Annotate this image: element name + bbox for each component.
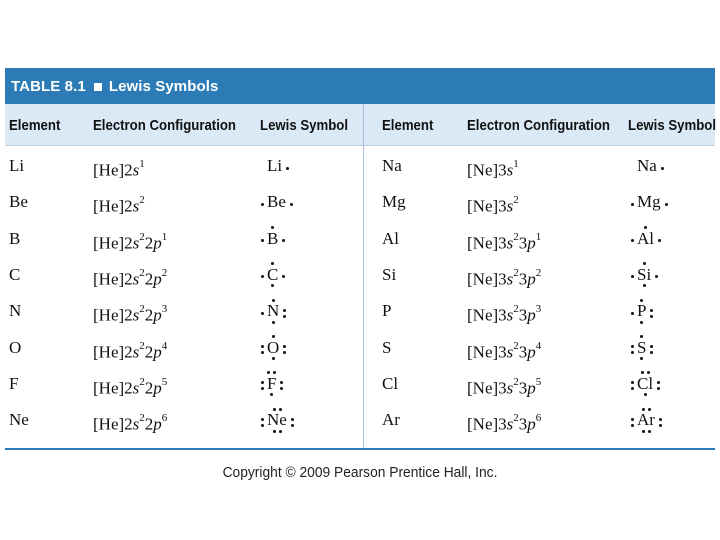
electron-dot [640,321,643,324]
config-electron-count: 2 [161,266,168,279]
lewis-element-symbol: Cl [637,373,654,393]
header-element-left: Element [9,117,61,134]
config-subshell: p [153,233,162,253]
config-shell: 3 [518,305,528,325]
lewis-symbol-glyph [260,338,286,358]
lewis-element-symbol: Ne [267,410,287,430]
config-shell: 2 [144,378,154,398]
lewis-symbol-glyph [630,156,664,176]
electron-dot [261,345,264,348]
electron-dot [650,345,653,348]
lewis-symbol-glyph [630,265,658,285]
config-shell: 3 [498,233,507,253]
electron-configuration [93,338,167,363]
lewis-symbol-glyph [630,301,653,321]
lewis-symbol [260,301,286,321]
lewis-element-symbol: Si [637,264,652,284]
config-core: [He] [93,342,125,362]
config-subshell: s [132,233,140,253]
header-symbol-left: Lewis Symbol [260,117,349,134]
config-core: [He] [93,160,125,180]
electron-dot [661,167,664,170]
electron-dot [261,275,264,278]
config-core: [Ne] [467,342,499,362]
electron-configuration [93,410,167,435]
lewis-symbol-glyph [630,374,660,394]
lewis-symbol-glyph [260,192,293,212]
lewis-symbol [630,410,662,430]
config-shell: 3 [498,160,507,180]
lewis-element-symbol: C [267,264,279,284]
config-electron-count: 6 [535,412,542,425]
lewis-symbol [260,192,293,212]
config-shell: 2 [124,160,133,180]
electron-dot [644,393,647,396]
config-core: [He] [93,378,125,398]
electron-dot [650,309,653,312]
config-shell: 2 [124,342,133,362]
electron-configuration [93,301,167,326]
config-electron-count: 2 [139,266,145,279]
lewis-symbol [630,301,653,321]
table-header [5,104,715,145]
config-electron-count: 2 [513,194,519,207]
lewis-symbol [260,410,294,430]
config-electron-count: 2 [139,230,145,243]
config-shell: 2 [144,342,154,362]
electron-dot [631,418,634,421]
lewis-element-symbol: N [267,301,280,321]
electron-dot [640,299,643,302]
config-electron-count: 4 [535,339,542,352]
element-name: Li [9,156,25,175]
config-electron-count: 3 [161,303,168,316]
config-electron-count: 2 [513,339,519,352]
electron-dot [280,387,283,390]
electron-dot [282,239,285,242]
config-subshell: s [506,342,514,362]
electron-dot [658,239,661,242]
electron-dot [657,381,660,384]
config-electron-count: 2 [513,375,519,388]
config-electron-count: 2 [139,375,145,388]
electron-dot [659,424,662,427]
electron-dot [261,418,264,421]
lewis-symbol-glyph [630,410,662,430]
electron-dot [283,315,286,318]
table-row [5,293,715,329]
header-config-left: Electron Configuration [93,117,236,134]
config-subshell: s [506,233,514,253]
config-core: [Ne] [467,414,499,434]
config-electron-count: 1 [161,230,168,243]
electron-dot [261,203,264,206]
lewis-symbol [260,338,286,358]
electron-dot [648,408,651,411]
config-subshell: s [132,378,140,398]
config-shell: 3 [498,305,507,325]
electron-dot [261,424,264,427]
config-subshell: s [506,378,514,398]
electron-dot [290,203,293,206]
electron-dot [631,387,634,390]
table-number: TABLE 8.1 [11,77,86,95]
electron-dot [261,312,264,315]
config-shell: 3 [498,378,507,398]
element-name: Ar [382,410,400,430]
element-name: Cl [382,373,399,393]
electron-dot [282,275,285,278]
lewis-element-symbol: Ar [637,410,655,430]
electron-dot [640,335,643,338]
config-electron-count: 2 [139,412,145,425]
config-subshell: p [527,269,536,289]
electron-configuration [93,374,167,399]
electron-dot [273,408,276,411]
electron-dot [283,345,286,348]
config-electron-count: 1 [139,158,145,170]
lewis-symbol-glyph [260,374,283,394]
electron-dot [273,430,276,433]
config-shell: 3 [498,269,507,289]
table-title-bar [5,68,715,104]
config-subshell: s [132,196,140,216]
table-row [5,257,715,293]
element-name: B [9,228,21,248]
lewis-element-symbol: Be [267,192,286,212]
table-row [5,221,715,257]
config-electron-count: 1 [535,230,542,243]
element-name: C [9,264,21,284]
element-name: F [9,373,19,393]
config-electron-count: 2 [513,412,519,425]
electron-dot [261,239,264,242]
table-row [5,330,715,366]
config-electron-count: 2 [139,303,145,316]
config-subshell: s [132,269,140,289]
table-row [5,184,715,220]
config-electron-count: 2 [535,266,542,279]
config-core: [He] [93,305,125,325]
lewis-element-symbol: B [267,228,279,248]
lewis-symbol-glyph [260,156,289,176]
electron-configuration [467,265,541,290]
config-shell: 2 [124,414,133,434]
config-core: [He] [93,233,125,253]
lewis-symbol-glyph [260,301,286,321]
copyright-notice: Copyright © 2009 Pearson Prentice Hall, Inc. [222,464,498,481]
electron-dot [279,408,282,411]
config-shell: 2 [124,378,133,398]
element-name: P [382,301,392,321]
electron-configuration [467,229,541,254]
config-subshell: p [153,269,162,289]
config-subshell: s [506,196,514,216]
electron-dot [650,315,653,318]
lewis-element-symbol: S [637,337,647,357]
config-electron-count: 5 [535,375,542,388]
table-bottom-rule [5,448,715,450]
config-electron-count: 6 [161,412,168,425]
config-subshell: p [527,233,536,253]
electron-dot [642,430,645,433]
lewis-element-symbol: Li [267,156,283,175]
config-subshell: p [153,342,162,362]
electron-dot [272,335,275,338]
element-name: Mg [382,192,406,212]
electron-configuration [467,374,541,399]
lewis-symbol [630,265,658,285]
electron-dot [261,387,264,390]
config-subshell: s [132,414,140,434]
table-row [5,402,715,438]
electron-dot [631,239,634,242]
lewis-symbol-glyph [260,229,285,249]
config-electron-count: 2 [513,303,519,316]
electron-configuration [467,301,541,326]
lewis-symbol-glyph [630,192,668,212]
config-core: [He] [93,196,125,216]
config-shell: 2 [144,414,154,434]
config-shell: 3 [518,342,528,362]
config-subshell: p [153,414,162,434]
electron-dot [659,418,662,421]
electron-dot [631,381,634,384]
config-electron-count: 2 [513,266,519,279]
config-shell: 2 [144,305,154,325]
lewis-symbol-glyph [260,410,294,430]
element-name: O [9,337,22,357]
config-core: [Ne] [467,378,499,398]
config-shell: 2 [144,233,154,253]
electron-dot [272,321,275,324]
element-name: S [382,337,392,357]
lewis-symbol [630,374,660,394]
electron-configuration [93,156,145,181]
lewis-element-symbol: Na [637,156,657,175]
electron-dot [650,351,653,354]
config-shell: 2 [144,269,154,289]
config-electron-count: 4 [161,339,168,352]
lewis-symbol-glyph [630,229,661,249]
electron-dot [286,167,289,170]
electron-configuration [467,156,519,181]
electron-dot [261,351,264,354]
electron-dot [631,345,634,348]
element-name: Ne [9,410,29,430]
electron-dot [272,299,275,302]
config-electron-count: 1 [513,158,519,170]
header-rule [5,145,715,146]
config-subshell: s [506,160,514,180]
header-element-right: Element [382,117,434,134]
lewis-element-symbol: O [267,337,280,357]
electron-configuration [467,192,519,217]
config-subshell: s [506,269,514,289]
electron-dot [631,424,634,427]
electron-dot [283,309,286,312]
config-subshell: p [153,305,162,325]
lewis-symbols-table [5,68,715,449]
electron-dot [665,203,668,206]
config-shell: 2 [124,269,133,289]
electron-dot [640,357,643,360]
lewis-symbol [630,192,668,212]
config-shell: 3 [498,342,507,362]
electron-dot [261,381,264,384]
config-core: [He] [93,414,125,434]
electron-configuration [93,192,145,217]
config-shell: 3 [498,414,507,434]
electron-configuration [93,229,167,254]
electron-dot [283,351,286,354]
electron-configuration [467,410,541,435]
config-subshell: p [527,342,536,362]
lewis-symbol [260,265,285,285]
config-core: [Ne] [467,196,499,216]
config-subshell: s [132,160,140,180]
electron-dot [631,351,634,354]
table-title-text: Lewis Symbols [108,77,219,95]
electron-dot [291,424,294,427]
lewis-symbol [260,229,285,249]
config-electron-count: 2 [139,194,145,207]
lewis-symbol [630,229,661,249]
config-subshell: p [527,305,536,325]
table-row [5,366,715,402]
config-electron-count: 2 [513,230,519,243]
electron-dot [641,371,644,374]
header-config-right: Electron Configuration [467,117,610,134]
config-subshell: p [527,414,536,434]
electron-dot [655,275,658,278]
lewis-element-symbol: Mg [637,192,661,212]
element-name: N [9,301,22,321]
lewis-symbol [260,156,289,176]
electron-dot [631,203,634,206]
electron-dot [631,275,634,278]
header-symbol-right: Lewis Symbol [628,117,717,134]
electron-dot [291,418,294,421]
config-subshell: s [506,305,514,325]
electron-configuration [93,265,167,290]
lewis-symbol [260,374,283,394]
config-shell: 3 [518,269,528,289]
electron-dot [648,430,651,433]
electron-dot [271,284,274,287]
config-shell: 2 [124,233,133,253]
electron-dot [280,381,283,384]
config-core: [Ne] [467,305,499,325]
electron-dot [657,387,660,390]
config-subshell: s [506,414,514,434]
config-core: [Ne] [467,269,499,289]
lewis-symbol [630,156,664,176]
electron-dot [643,284,646,287]
config-shell: 3 [518,378,528,398]
config-subshell: p [153,378,162,398]
electron-dot [631,312,634,315]
element-name: Be [9,192,28,212]
electron-dot [272,357,275,360]
electron-dot [279,430,282,433]
electron-dot [647,371,650,374]
table-title [5,78,218,95]
config-core: [Ne] [467,233,499,253]
lewis-symbol-glyph [630,338,653,358]
lewis-element-symbol: Al [637,228,654,248]
element-name: Si [382,264,397,284]
config-subshell: s [132,342,140,362]
config-electron-count: 3 [535,303,542,316]
config-shell: 2 [124,305,133,325]
config-subshell: p [527,378,536,398]
table-row [5,148,715,184]
config-shell: 2 [124,196,133,216]
lewis-symbol [630,338,653,358]
electron-dot [642,408,645,411]
config-shell: 3 [498,196,507,216]
element-name: Na [382,156,402,175]
lewis-element-symbol: F [267,373,277,393]
config-electron-count: 2 [139,339,145,352]
element-name: Al [382,228,399,248]
config-subshell: s [132,305,140,325]
lewis-symbol-glyph [260,265,285,285]
config-shell: 3 [518,414,528,434]
lewis-element-symbol: P [637,301,647,321]
config-shell: 3 [518,233,528,253]
config-core: [Ne] [467,160,499,180]
electron-dot [270,393,273,396]
electron-configuration [467,338,541,363]
config-core: [He] [93,269,125,289]
config-electron-count: 5 [161,375,168,388]
title-square-icon [94,83,102,91]
